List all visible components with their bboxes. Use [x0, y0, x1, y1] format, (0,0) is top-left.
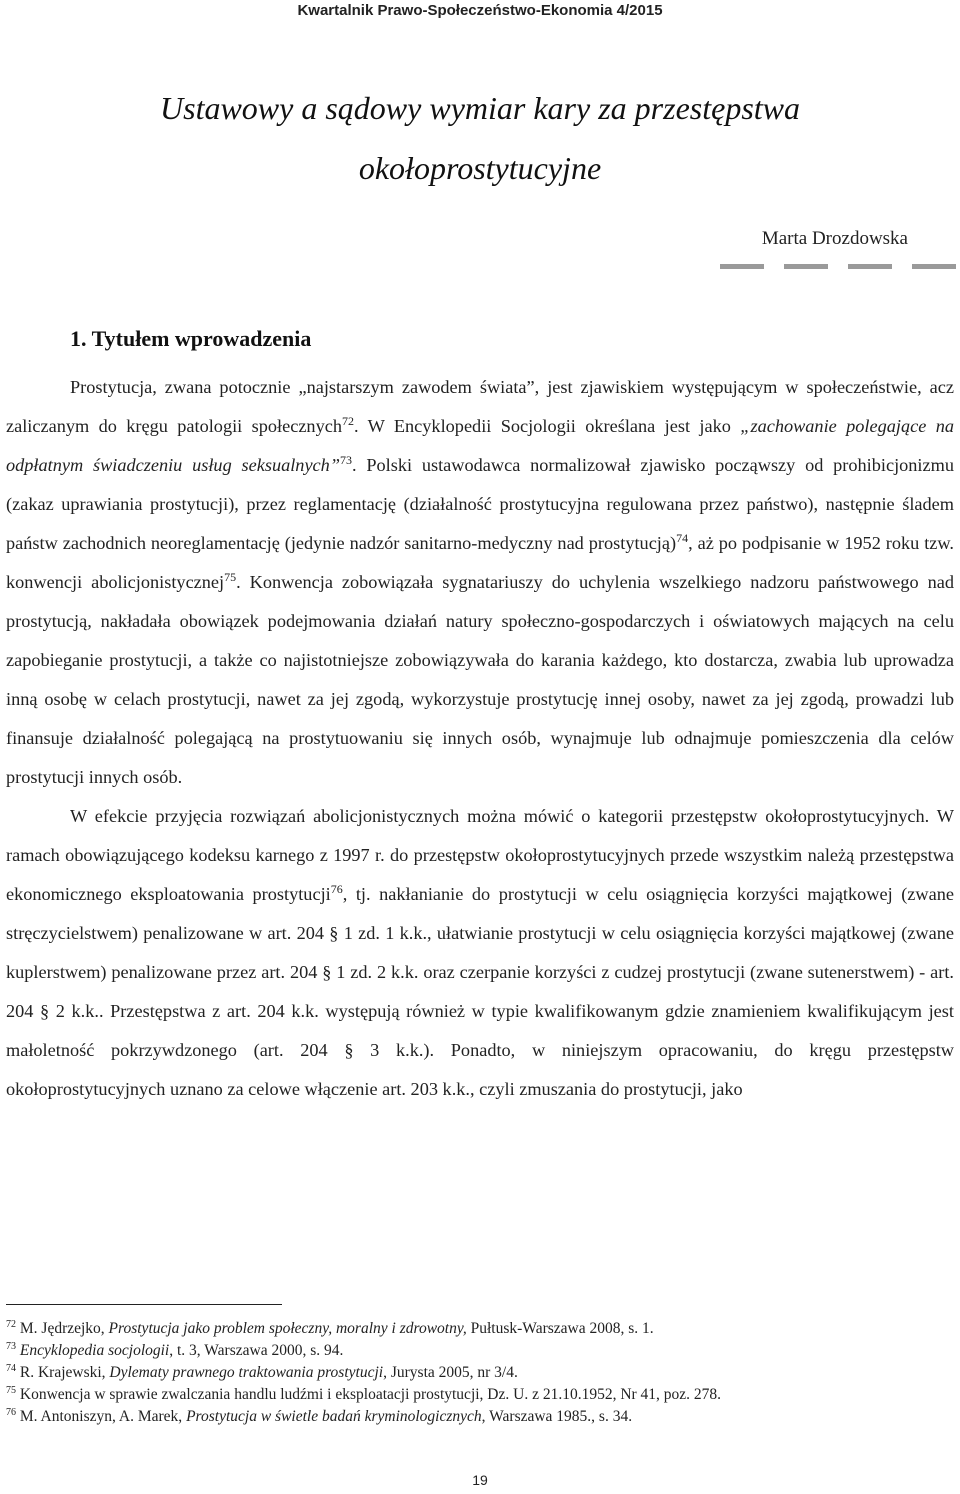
footnote-title: Prostytucja w świetle badań kryminologicznych — [186, 1408, 482, 1425]
footnote-title: Dylematy prawnego traktowania prostytucji — [109, 1364, 384, 1381]
footnote-number: 74 — [6, 1363, 16, 1374]
footnote-number: 75 — [6, 1385, 16, 1396]
footnote-details: , Warszawa 1985., s. 34. — [481, 1408, 633, 1425]
article-title-line-1: Ustawowy a sądowy wymiar kary za przestępstwa — [160, 90, 800, 126]
footnote-details: , t. 3, Warszawa 2000, s. 94. — [169, 1342, 344, 1359]
footnote-ref-75[interactable]: 75 — [224, 570, 237, 584]
decorative-dash — [912, 264, 956, 269]
footnote-title: Encyklopedia socjologii — [16, 1342, 170, 1359]
footnote-ref-74[interactable]: 74 — [676, 531, 689, 545]
footnote-73 — [6, 1340, 954, 1362]
footnote-74 — [6, 1362, 954, 1384]
article-title-line-2: okołoprostytucyjne — [358, 150, 602, 186]
body-paragraph-1 — [6, 368, 954, 797]
paragraph-text: . Polski ustawodawca normalizował zjawisko począwszy od prohibicjonizmu (zakaz uprawiania prostytucji), przez reglamentację (działalność prostytucyjna regulowana przez państwo), następnie śladem państw zachodnich neoreglamentację (jedynie nadzór sanitarno-medyczny nad prostytucją) — [6, 455, 954, 553]
footnote-number: 73 — [6, 1341, 16, 1352]
decorative-dash — [848, 264, 892, 269]
footnote-details: Konwencja w sprawie zwalczania handlu ludźmi i eksploatacji prostytucji, Dz. U. z 21.10.1952, Nr 41, poz. 278. — [16, 1386, 722, 1403]
footnote-author: M. Antoniszyn, A. Marek, — [16, 1408, 187, 1425]
footnote-number: 72 — [6, 1319, 16, 1330]
paragraph-text: . Konwencja zobowiązała sygnatariuszy do uchylenia wszelkiego nadzoru państwowego nad prostytucją, nakładała obowiązek podejmowania działań natury społeczno-gospodarczych i oświatowych mających na celu zapobieganie prostytucji, a także co najistotniejsze zobowiązywała do karania każdego, kto dostarcza, zwabia lub uprowadza inną osobę w celach prostytucji, nawet za jej zgodą, wykorzystuje prostytucję innej osoby, nawet za jej zgodą, prowadzi lub finansuje działalność polegającą na prostytuowaniu się innych osób, wynajmuje lub odnajmuje pomieszczenia dla celów prostytucji innych osób. — [6, 572, 954, 787]
footnotes — [6, 1318, 954, 1428]
decorative-dash-line — [720, 264, 960, 270]
footnote-number: 76 — [6, 1407, 16, 1418]
footnote-ref-76[interactable]: 76 — [330, 882, 343, 896]
footnote-75 — [6, 1384, 954, 1406]
quoted-definition: „zachowanie polegające na odpłatnym świadczeniu usług seksualnych” — [6, 416, 954, 475]
footnote-ref-72[interactable]: 72 — [341, 414, 354, 428]
paragraph-text: , aż po podpisanie w 1952 roku tzw. konwencji abolicjonistycznej — [6, 533, 955, 592]
author-name: Marta Drozdowska — [761, 228, 908, 249]
decorative-dash — [784, 264, 828, 269]
journal-header: Kwartalnik Prawo-Społeczeństwo-Ekonomia 4/2015 — [297, 2, 663, 19]
footnote-ref-73[interactable]: 73 — [339, 453, 352, 467]
page-number: 19 — [472, 1472, 488, 1488]
paragraph-text: . W Encyklopedii Socjologii określana jest jako — [353, 416, 741, 436]
body-paragraph-2 — [6, 797, 954, 1109]
decorative-dash — [720, 264, 764, 269]
paragraph-text: , tj. nakłanianie do prostytucji w celu osiągnięcia korzyści majątkowej (zwane stręczycielstwem) penalizowane w art. 204 § 1 zd. 1 k.k., ułatwianie prostytucji w celu osiągnięcia korzyści majątkowej (zwane kuplerstwem) penalizowane przez art. 204 § 1 zd. 2 k.k. oraz czerpanie korzyści z cudzej prostytucji (zwane sutenerstwem) - art. 204 § 2 k.k.. Przestępstwa z art. 204 k.k. występują również w typie kwalifikowanym gdzie znamieniem kwalifikującym jest małoletność pokrzywdzonego (art. 204 § 3 k.k.). Ponadto, w niniejszym opracowaniu, do kręgu przestępstw okołoprostytucyjnych uznano za celowe włączenie art. 203 k.k., czyli zmuszania do prostytucji, jako — [6, 884, 954, 1099]
footnote-details: Pułtusk-Warszawa 2008, s. 1. — [466, 1320, 654, 1337]
footnote-title: Prostytucja jako problem społeczny, moralny i zdrowotny, — [108, 1320, 467, 1337]
footnote-author: M. Jędrzejko, — [16, 1320, 109, 1337]
footnote-details: , Jurysta 2005, nr 3/4. — [383, 1364, 518, 1381]
footnote-72 — [6, 1318, 954, 1340]
section-heading: 1. Tytułem wprowadzenia — [70, 326, 312, 351]
paragraph-text: Prostytucja, zwana potocznie „najstarszym zawodem świata”, jest zjawiskiem występującym w społeczeństwie, acz zaliczanym do kręgu patologii społecznych — [6, 377, 954, 436]
footnote-author: R. Krajewski, — [16, 1364, 110, 1381]
footnote-divider — [6, 1304, 282, 1305]
footnote-76 — [6, 1406, 954, 1428]
article-body — [6, 368, 954, 1109]
paragraph-text: W efekcie przyjęcia rozwiązań abolicjonistycznych można mówić o kategorii przestępstw okołoprostytucyjnych. W ramach obowiązującego kodeksu karnego z 1997 r. do przestępstw okołoprostytucyjnych przede wszystkim należą przestępstwa ekonomicznego eksploatowania prostytucji — [6, 806, 954, 904]
